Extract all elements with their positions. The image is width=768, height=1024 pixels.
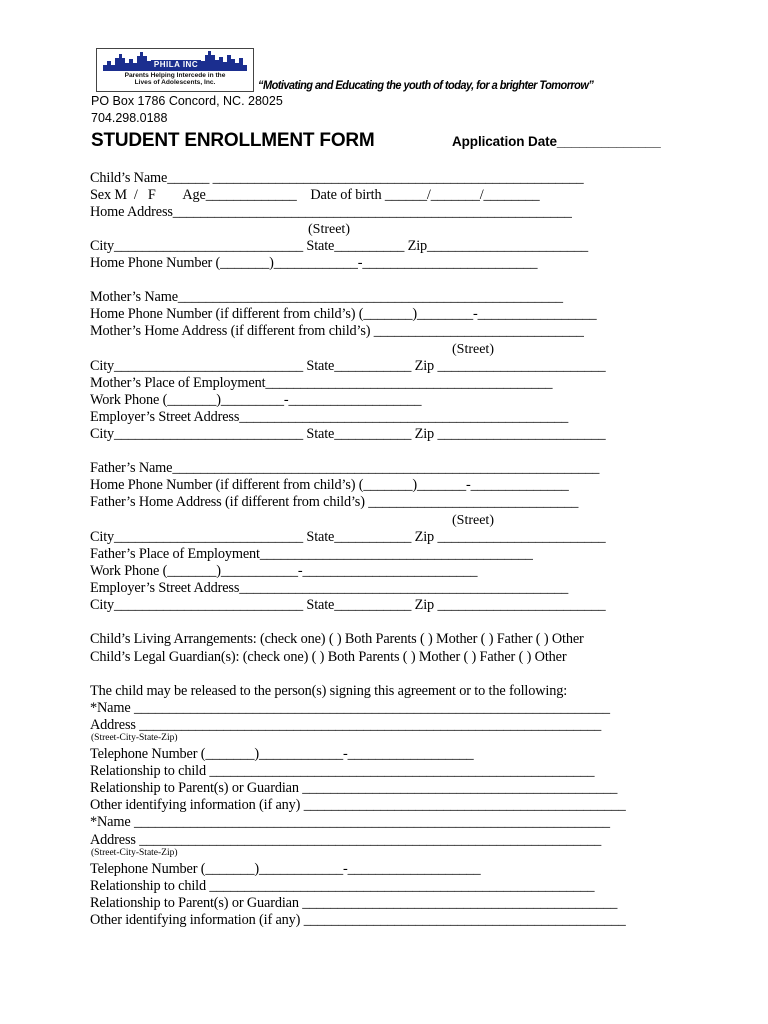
release1-relationship-guardian-field[interactable]: Relationship to Parent(s) or Guardian _____________________________________________ bbox=[90, 780, 618, 796]
release2-other-info-field[interactable]: Other identifying information (if any) ______________________________________________ bbox=[90, 912, 626, 928]
release-intro: The child may be released to the person(s) signing this agreement or to the following: bbox=[90, 683, 568, 699]
release2-address-field[interactable]: Address __________________________________________________________________ bbox=[90, 832, 602, 848]
father-city-state-zip-field[interactable]: City___________________________ State___________ Zip ________________________ bbox=[90, 529, 606, 545]
home-address-field[interactable]: Home Address_________________________________________________________ bbox=[90, 204, 572, 220]
father-employment-field[interactable]: Father’s Place of Employment_______________________________________ bbox=[90, 546, 533, 562]
form-title: STUDENT ENROLLMENT FORM bbox=[91, 130, 375, 151]
street-label: (Street) bbox=[452, 342, 494, 357]
mailing-address: PO Box 1786 Concord, NC. 28025 bbox=[91, 94, 283, 108]
address-format-note: (Street-City-State-Zip) bbox=[91, 848, 178, 858]
phone-number: 704.298.0188 bbox=[91, 111, 168, 125]
mother-name-field[interactable]: Mother’s Name_______________________________________________________ bbox=[90, 289, 563, 305]
mother-work-phone-field[interactable]: Work Phone (_______)_________-___________________ bbox=[90, 392, 422, 408]
release1-name-field[interactable]: *Name ____________________________________________________________________ bbox=[90, 700, 610, 716]
mother-home-address-field[interactable]: Mother’s Home Address (if different from child’s) ______________________________ bbox=[90, 323, 584, 339]
city-state-zip-field[interactable]: City___________________________ State__________ Zip_______________________ bbox=[90, 238, 589, 254]
motto: “Motivating and Educating the youth of today, for a brighter Tomorrow” bbox=[258, 79, 594, 93]
father-home-phone-field[interactable]: Home Phone Number (if different from child’s) (_______)_______-______________ bbox=[90, 477, 569, 493]
street-label: (Street) bbox=[308, 222, 350, 237]
release2-relationship-guardian-field[interactable]: Relationship to Parent(s) or Guardian _____________________________________________ bbox=[90, 895, 618, 911]
application-date-field[interactable]: Application Date______________ bbox=[452, 134, 661, 149]
sex-age-dob-field[interactable]: Sex M / F Age_____________ Date of birth ______/_______/________ bbox=[90, 187, 540, 203]
father-name-field[interactable]: Father’s Name_____________________________________________________________ bbox=[90, 460, 600, 476]
mother-employer-city-field[interactable]: City___________________________ State___________ Zip ________________________ bbox=[90, 426, 606, 442]
mother-employer-address-field[interactable]: Employer’s Street Address_______________________________________________ bbox=[90, 409, 569, 425]
father-employer-city-field[interactable]: City___________________________ State___________ Zip ________________________ bbox=[90, 597, 606, 613]
address-format-note: (Street-City-State-Zip) bbox=[91, 733, 178, 743]
living-arrangements-field[interactable]: Child’s Living Arrangements: (check one) ( ) Both Parents ( ) Mother ( ) Father ( ) Other bbox=[90, 631, 584, 647]
release1-address-field[interactable]: Address __________________________________________________________________ bbox=[90, 717, 602, 733]
legal-guardian-field[interactable]: Child’s Legal Guardian(s): (check one) ( ) Both Parents ( ) Mother ( ) Father ( ) Other bbox=[90, 649, 567, 665]
release2-telephone-field[interactable]: Telephone Number (_______)____________-___________________ bbox=[90, 861, 481, 877]
father-work-phone-field[interactable]: Work Phone (_______)___________-_________________________ bbox=[90, 563, 478, 579]
street-label: (Street) bbox=[452, 513, 494, 528]
father-employer-address-field[interactable]: Employer’s Street Address_______________________________________________ bbox=[90, 580, 569, 596]
release2-relationship-child-field[interactable]: Relationship to child _______________________________________________________ bbox=[90, 878, 595, 894]
release1-other-info-field[interactable]: Other identifying information (if any) ______________________________________________ bbox=[90, 797, 626, 813]
child-name-field[interactable]: Child’s Name______ _____________________________________________________ bbox=[90, 170, 584, 186]
mother-city-state-zip-field[interactable]: City___________________________ State___________ Zip ________________________ bbox=[90, 358, 606, 374]
father-home-address-field[interactable]: Father’s Home Address (if different from child’s) ______________________________ bbox=[90, 494, 579, 510]
logo-subtitle: Parents Helping Intercede in the Lives of Adolescents, Inc. bbox=[124, 72, 226, 87]
mother-employment-field[interactable]: Mother’s Place of Employment_________________________________________ bbox=[90, 375, 553, 391]
mother-home-phone-field[interactable]: Home Phone Number (if different from child’s) (_______)________-_________________ bbox=[90, 306, 597, 322]
organization-logo bbox=[96, 48, 254, 92]
home-phone-field[interactable]: Home Phone Number (_______)____________-_________________________ bbox=[90, 255, 538, 271]
logo-name: PHILA INC bbox=[151, 60, 201, 70]
release1-telephone-field[interactable]: Telephone Number (_______)____________-__________________ bbox=[90, 746, 474, 762]
release2-name-field[interactable]: *Name ____________________________________________________________________ bbox=[90, 814, 610, 830]
release1-relationship-child-field[interactable]: Relationship to child _______________________________________________________ bbox=[90, 763, 595, 779]
